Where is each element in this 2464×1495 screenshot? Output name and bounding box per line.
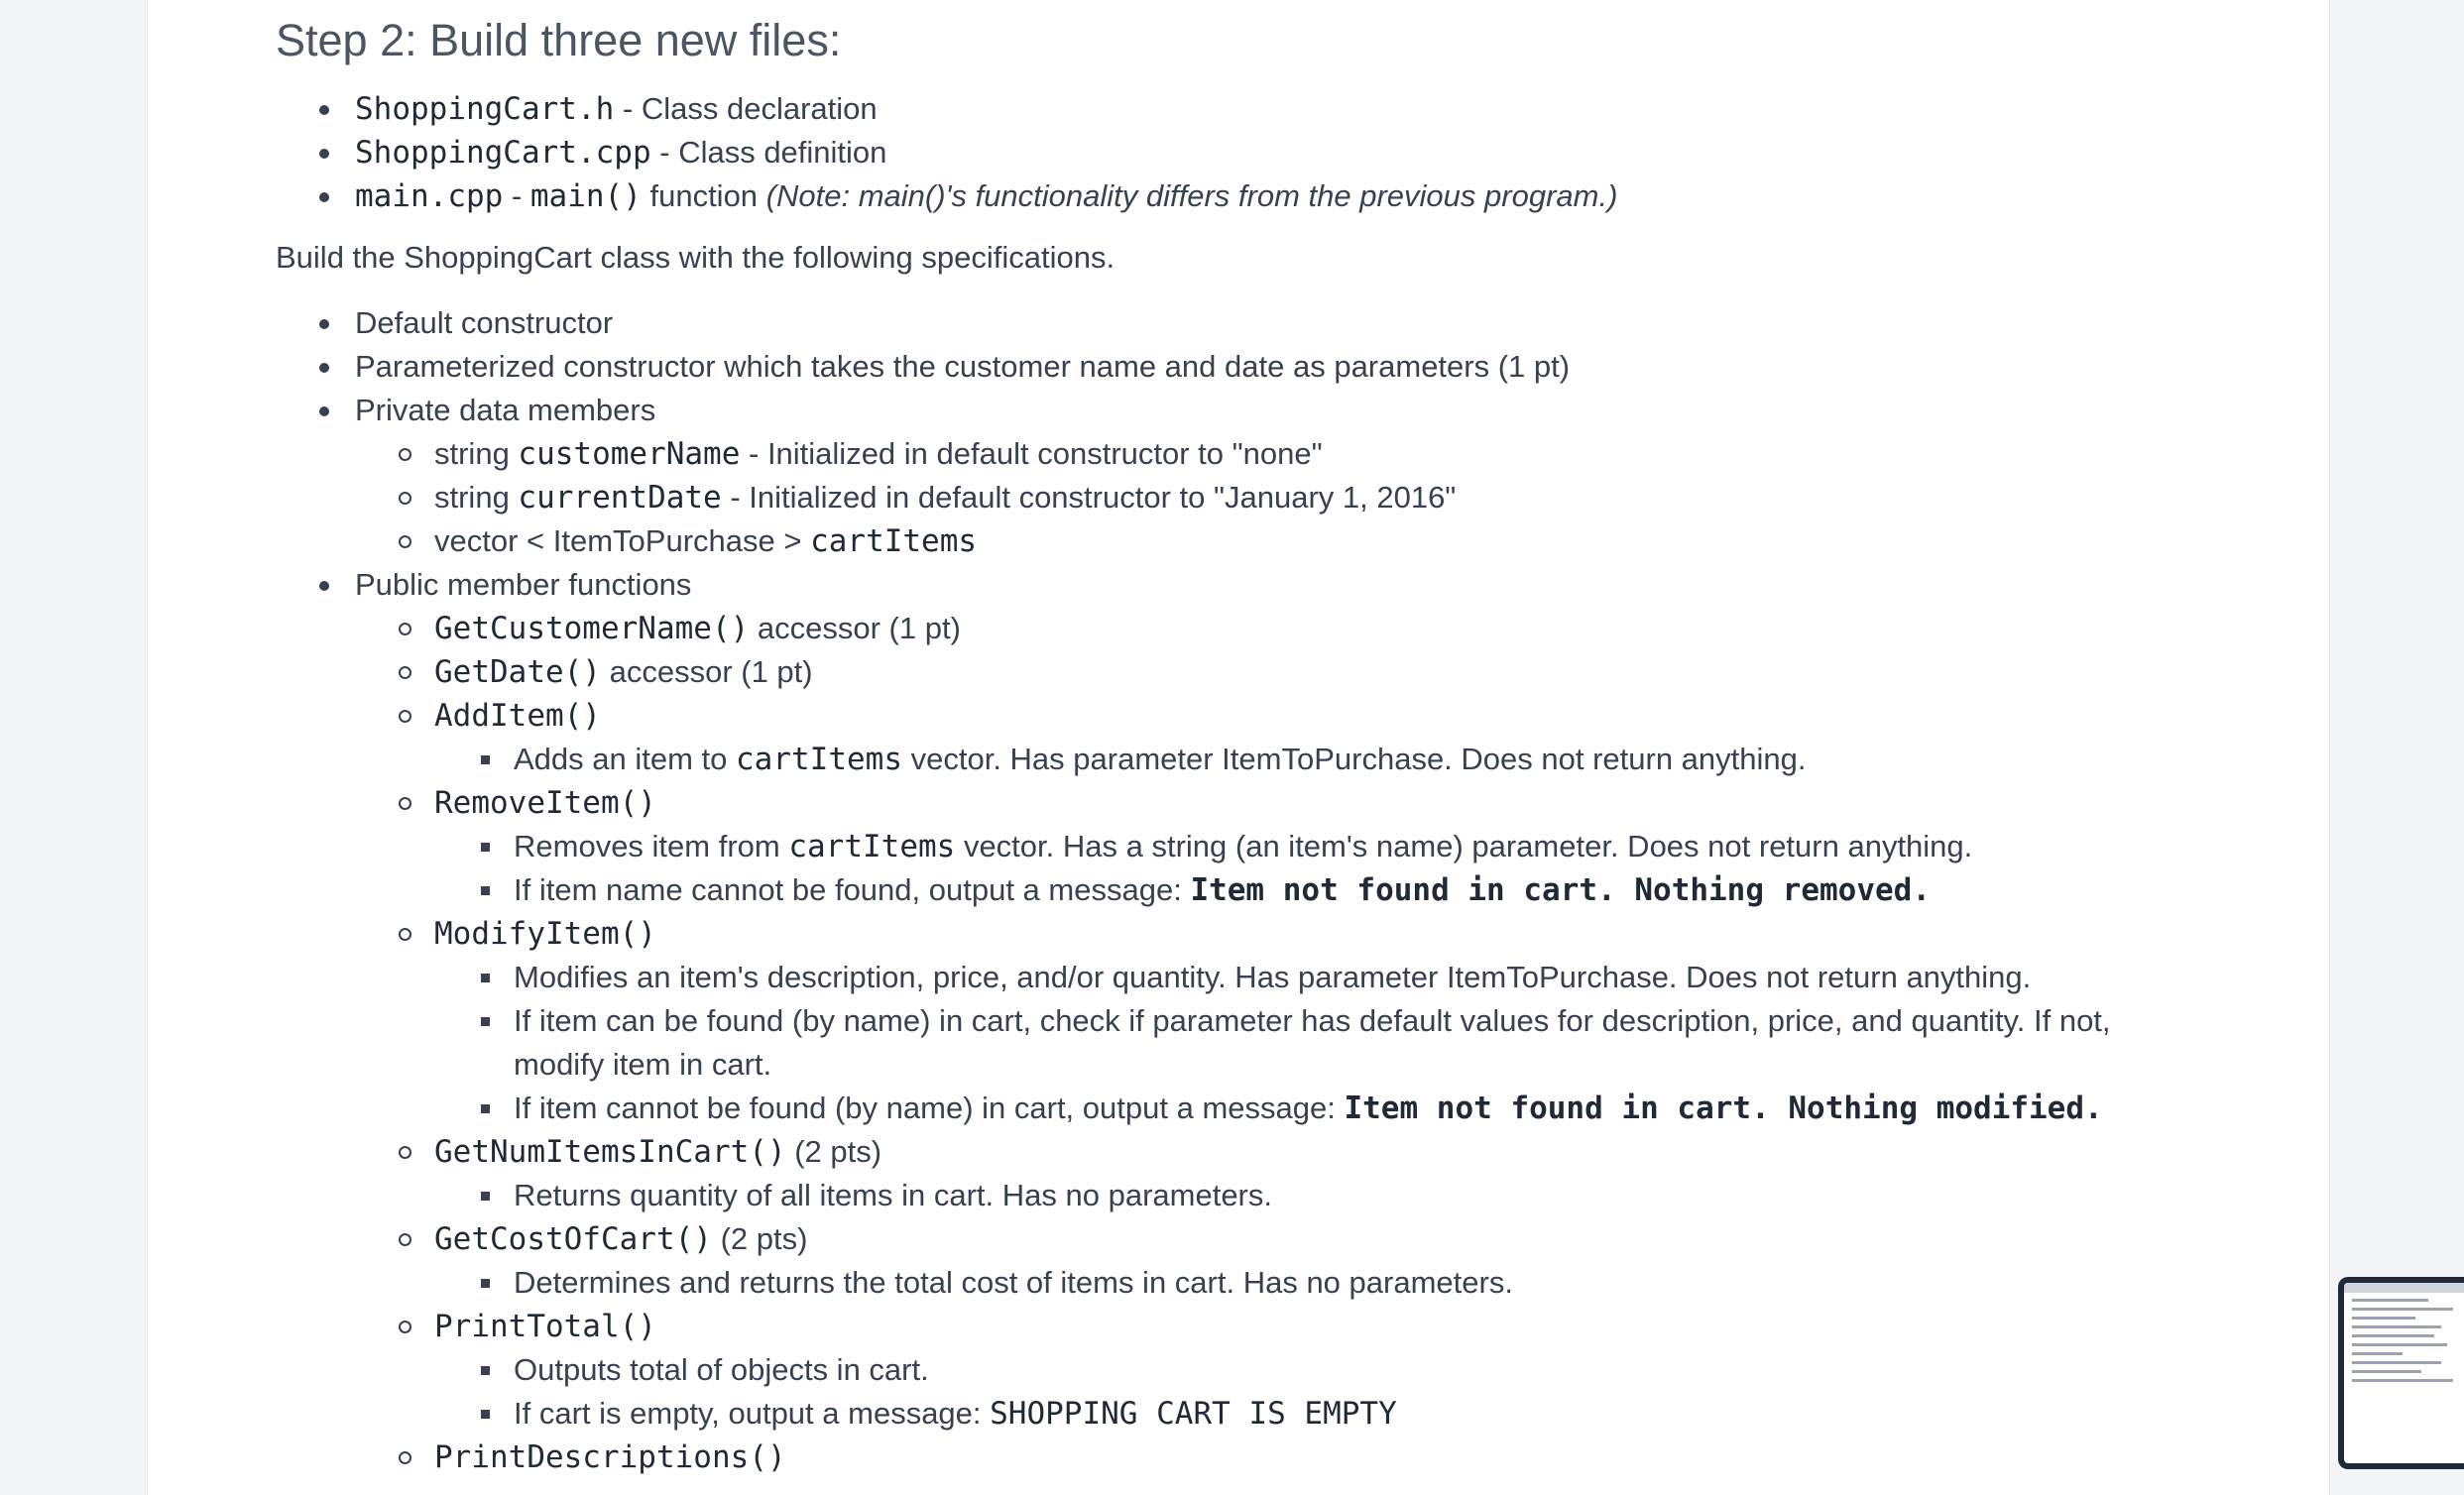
function-modify-item: [434, 912, 2259, 1130]
list-item: [514, 1392, 2259, 1436]
member-description: - Initialized in default constructor to "January 1, 2016": [721, 480, 1457, 515]
thumbnail-toolbar: [2344, 1283, 2464, 1293]
function-note: accessor (1 pt): [600, 654, 813, 689]
function-code: GetNumItemsInCart(): [434, 1134, 786, 1170]
separator: -: [614, 91, 642, 126]
detail-text: Removes item from: [514, 829, 789, 863]
member-code: cartItems: [810, 523, 978, 559]
files-list: [276, 87, 2259, 218]
list-item: [355, 131, 2259, 174]
thumbnail-screen: [2344, 1283, 2464, 1463]
list-item: Modifies an item's description, price, and/or quantity. Has parameter ItemToPurchase. Does not return anything.: [514, 956, 2259, 999]
function-code: ModifyItem(): [434, 916, 656, 952]
thumbnail-line: [2352, 1334, 2434, 1337]
thumbnail-line: [2352, 1308, 2453, 1311]
document-content: [276, 0, 2259, 1495]
list-item: [355, 87, 2259, 131]
member-type: string: [434, 436, 519, 471]
function-code: main(): [529, 178, 642, 214]
function-code: GetCostOfCart(): [434, 1221, 712, 1257]
list-item: Determines and returns the total cost of items in cart. Has no parameters.: [514, 1261, 2259, 1305]
detail-text: If cart is empty, output a message:: [514, 1396, 991, 1431]
step-heading: Step 2: Build three new files:: [276, 15, 842, 65]
detail-text: vector. Has parameter ItemToPurchase. Does not return anything.: [902, 742, 1807, 776]
separator: -: [503, 178, 530, 213]
function-details: [434, 956, 2259, 1130]
thumbnail-line: [2352, 1352, 2403, 1355]
file-note: (Note: main()'s functionality differs from the previous program.): [765, 178, 1618, 213]
function-code: AddItem(): [434, 698, 601, 734]
spec-default-constructor: Default constructor: [355, 301, 2259, 345]
function-details: [434, 825, 2259, 912]
list-item: [434, 476, 2259, 519]
member-code: customerName: [518, 436, 741, 472]
function-print-descriptions: [434, 1436, 2259, 1479]
function-remove-item: [434, 781, 2259, 912]
detail-text: Adds an item to: [514, 742, 737, 776]
detail-text: vector. Has a string (an item's name) parameter. Does not return anything.: [955, 829, 1973, 863]
list-item: [514, 999, 2259, 1087]
function-details: [434, 1174, 2259, 1217]
output-message: Item not found in cart. Nothing modified.: [1344, 1091, 2103, 1126]
function-get-date: [434, 650, 2259, 694]
function-get-num-items: [434, 1130, 2259, 1217]
filename-code: main.cpp: [355, 178, 504, 214]
function-code: RemoveItem(): [434, 785, 656, 821]
public-functions-label: Public member functions: [355, 567, 692, 602]
file-description: Class definition: [678, 135, 887, 170]
spec-private-members: [355, 389, 2259, 563]
member-description: - Initialized in default constructor to "none": [740, 436, 1323, 471]
function-details: [434, 1348, 2259, 1436]
filename-code: ShoppingCart.cpp: [355, 135, 651, 171]
function-add-item: [434, 694, 2259, 781]
member-type: vector < ItemToPurchase >: [434, 523, 811, 558]
detail-text: If item can be found (by name) in cart, check if parameter has default values for description, price, and quantity. If not, modify item in cart.: [514, 1003, 2111, 1082]
list-item: [434, 432, 2259, 476]
list-item: Returns quantity of all items in cart. Has no parameters.: [514, 1174, 2259, 1217]
output-message: SHOPPING CART IS EMPTY: [990, 1396, 1397, 1432]
private-members-list: [355, 432, 2259, 563]
detail-text: If item cannot be found (by name) in cart, output a message:: [514, 1091, 1345, 1125]
list-item: [514, 738, 2259, 781]
thumbnail-line: [2352, 1317, 2415, 1320]
function-details: [434, 1261, 2259, 1305]
function-note: accessor (1 pt): [749, 611, 961, 645]
function-code: PrintTotal(): [434, 1309, 656, 1344]
file-description: Class declaration: [641, 91, 878, 126]
file-description: function: [641, 178, 766, 213]
thumbnail-line: [2352, 1325, 2441, 1328]
list-item: Outputs total of objects in cart.: [514, 1348, 2259, 1392]
thumbnail-line: [2352, 1370, 2421, 1373]
list-item: [355, 174, 2259, 218]
function-details: [434, 738, 2259, 781]
document-page: [147, 0, 2330, 1495]
thumbnail-line: [2352, 1343, 2447, 1346]
separator: -: [650, 135, 679, 170]
specs-list: [276, 301, 2259, 1479]
function-note: (2 pts): [785, 1134, 882, 1169]
detail-code: cartItems: [788, 829, 956, 864]
function-code: GetCustomerName(): [434, 611, 750, 646]
function-code: GetDate(): [434, 654, 601, 690]
member-code: currentDate: [518, 480, 722, 516]
function-note: (2 pts): [711, 1221, 808, 1256]
page-thumbnail-preview[interactable]: [2338, 1277, 2464, 1469]
spec-public-functions: [355, 563, 2259, 1479]
function-get-cost: [434, 1217, 2259, 1305]
output-message: Item not found in cart. Nothing removed.: [1190, 872, 1931, 908]
detail-code: cartItems: [736, 742, 902, 777]
thumbnail-line: [2352, 1379, 2453, 1382]
function-code: PrintDescriptions(): [434, 1439, 786, 1475]
public-functions-list: [355, 607, 2259, 1479]
thumbnail-line: [2352, 1361, 2441, 1364]
function-print-total: [434, 1305, 2259, 1436]
list-item: [514, 1087, 2259, 1130]
private-members-label: Private data members: [355, 393, 656, 427]
intro-paragraph: Build the ShoppingCart class with the following specifications.: [276, 240, 1115, 275]
spec-param-constructor: Parameterized constructor which takes the customer name and date as parameters (1 pt): [355, 345, 2259, 389]
list-item: [514, 825, 2259, 868]
filename-code: ShoppingCart.h: [355, 91, 615, 127]
function-get-customer-name: [434, 607, 2259, 650]
member-type: string: [434, 480, 519, 515]
detail-text: If item name cannot be found, output a message:: [514, 872, 1191, 907]
list-item: [514, 868, 2259, 912]
list-item: [434, 519, 2259, 563]
thumbnail-line: [2352, 1299, 2428, 1302]
